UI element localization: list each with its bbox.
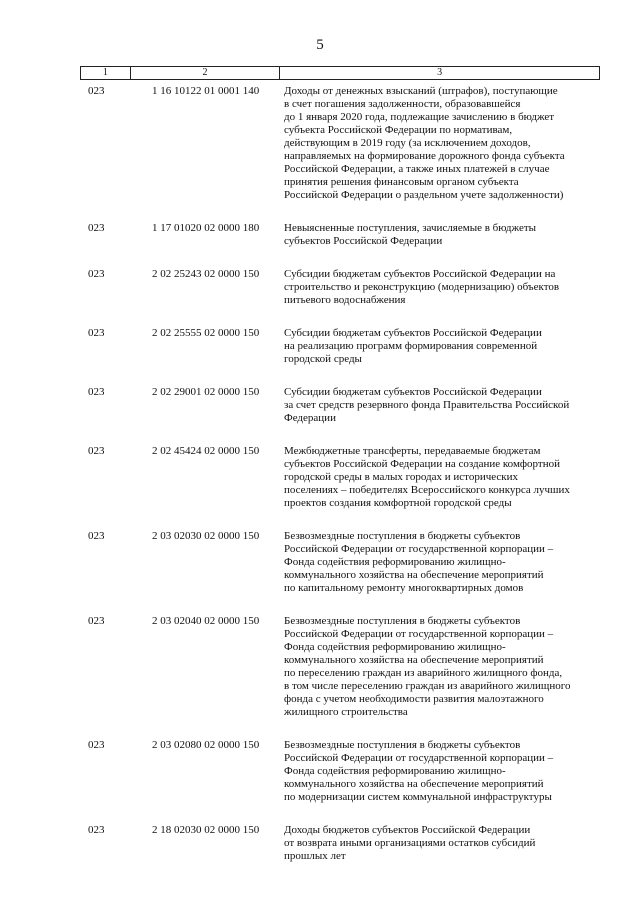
revenue-name: Доходы от денежных взысканий (штрафов), поступающие в счет погашения задолженности, образовавшейся до 1 января 2020 года, подлежащие зачислению в бюджет субъекта Российской Федерации по нормативам, действующим в 2019 году (за исключением доходов, направляемых на формирование дорожного фонда субъекта Российской Федерации, а также иных платежей в случае принятия решения финансовым органом субъекта Российской Федерации о раздельном учете задолженности)	[284, 85, 565, 201]
revenue-name: Субсидии бюджетам субъектов Российской Федерации на строительство и реконструкцию (модернизацию) объектов питьевого водоснабжения	[284, 268, 560, 306]
table-row	[80, 445, 600, 510]
admin-code: 023	[88, 530, 105, 542]
revenue-codes-table	[80, 66, 600, 863]
table-row	[80, 824, 600, 863]
admin-code: 023	[88, 615, 105, 627]
admin-code: 023	[88, 85, 105, 97]
admin-code: 023	[88, 222, 105, 234]
revenue-code: 1 17 01020 02 0000 180	[152, 222, 260, 234]
table-row	[80, 268, 600, 307]
revenue-code: 2 03 02040 02 0000 150	[152, 615, 260, 627]
table-row	[80, 739, 600, 804]
revenue-code: 2 03 02080 02 0000 150	[152, 739, 260, 751]
header-col-2: 2	[131, 67, 280, 79]
page-number: 5	[316, 37, 324, 53]
revenue-code: 2 02 25243 02 0000 150	[152, 268, 260, 280]
admin-code: 023	[88, 268, 105, 280]
table-row	[80, 615, 600, 719]
table-row	[80, 530, 600, 595]
revenue-name: Безвозмездные поступления в бюджеты субъектов Российской Федерации от государственной корпорации – Фонда содействия реформированию жилищно- коммунального хозяйства на обеспечение мероприятий по модернизации систем коммунальной инфраструктуры	[284, 739, 554, 803]
revenue-name: Субсидии бюджетам субъектов Российской Федерации на реализацию программ формирования современной городской среды	[284, 327, 542, 365]
revenue-code: 2 02 25555 02 0000 150	[152, 327, 260, 339]
admin-code: 023	[88, 386, 105, 398]
header-col-1: 1	[81, 67, 131, 79]
revenue-name: Невыясненные поступления, зачисляемые в бюджеты субъектов Российской Федерации	[284, 222, 537, 247]
revenue-name: Доходы бюджетов субъектов Российской Федерации от возврата иными организациями остатков субсидий прошлых лет	[284, 824, 536, 862]
table-row	[80, 386, 600, 425]
table-row	[80, 85, 600, 202]
revenue-code: 2 02 45424 02 0000 150	[152, 445, 260, 457]
revenue-name: Межбюджетные трансферты, передаваемые бюджетам субъектов Российской Федерации на создание комфортной городской среды в малых городах и исторических поселениях – победителях Всероссийского конкурса лучших проектов создания комфортной городской среды	[284, 445, 570, 509]
revenue-code: 2 02 29001 02 0000 150	[152, 386, 260, 398]
revenue-name: Субсидии бюджетам субъектов Российской Федерации за счет средств резервного фонда Правительства Российской Федерации	[284, 386, 570, 424]
revenue-code: 2 03 02030 02 0000 150	[152, 530, 260, 542]
admin-code: 023	[88, 824, 105, 836]
admin-code: 023	[88, 445, 105, 457]
table-row	[80, 327, 600, 366]
admin-code: 023	[88, 739, 105, 751]
header-col-3: 3	[437, 67, 443, 78]
table-header-row	[80, 66, 600, 80]
revenue-name: Безвозмездные поступления в бюджеты субъектов Российской Федерации от государственной корпорации – Фонда содействия реформированию жилищно- коммунального хозяйства на обеспечение мероприятий по переселению граждан из аварийного жилищного фонда, в том числе переселению граждан из аварийного жилищного фонда с учетом необходимости развития малоэтажного жилищного строительства	[284, 615, 571, 718]
revenue-code: 1 16 10122 01 0001 140	[152, 85, 260, 97]
admin-code: 023	[88, 327, 105, 339]
table-row	[80, 222, 600, 248]
revenue-name: Безвозмездные поступления в бюджеты субъектов Российской Федерации от государственной корпорации – Фонда содействия реформированию жилищно- коммунального хозяйства на обеспечение мероприятий по капитальному ремонту многоквартирных домов	[284, 530, 554, 594]
revenue-code: 2 18 02030 02 0000 150	[152, 824, 260, 836]
